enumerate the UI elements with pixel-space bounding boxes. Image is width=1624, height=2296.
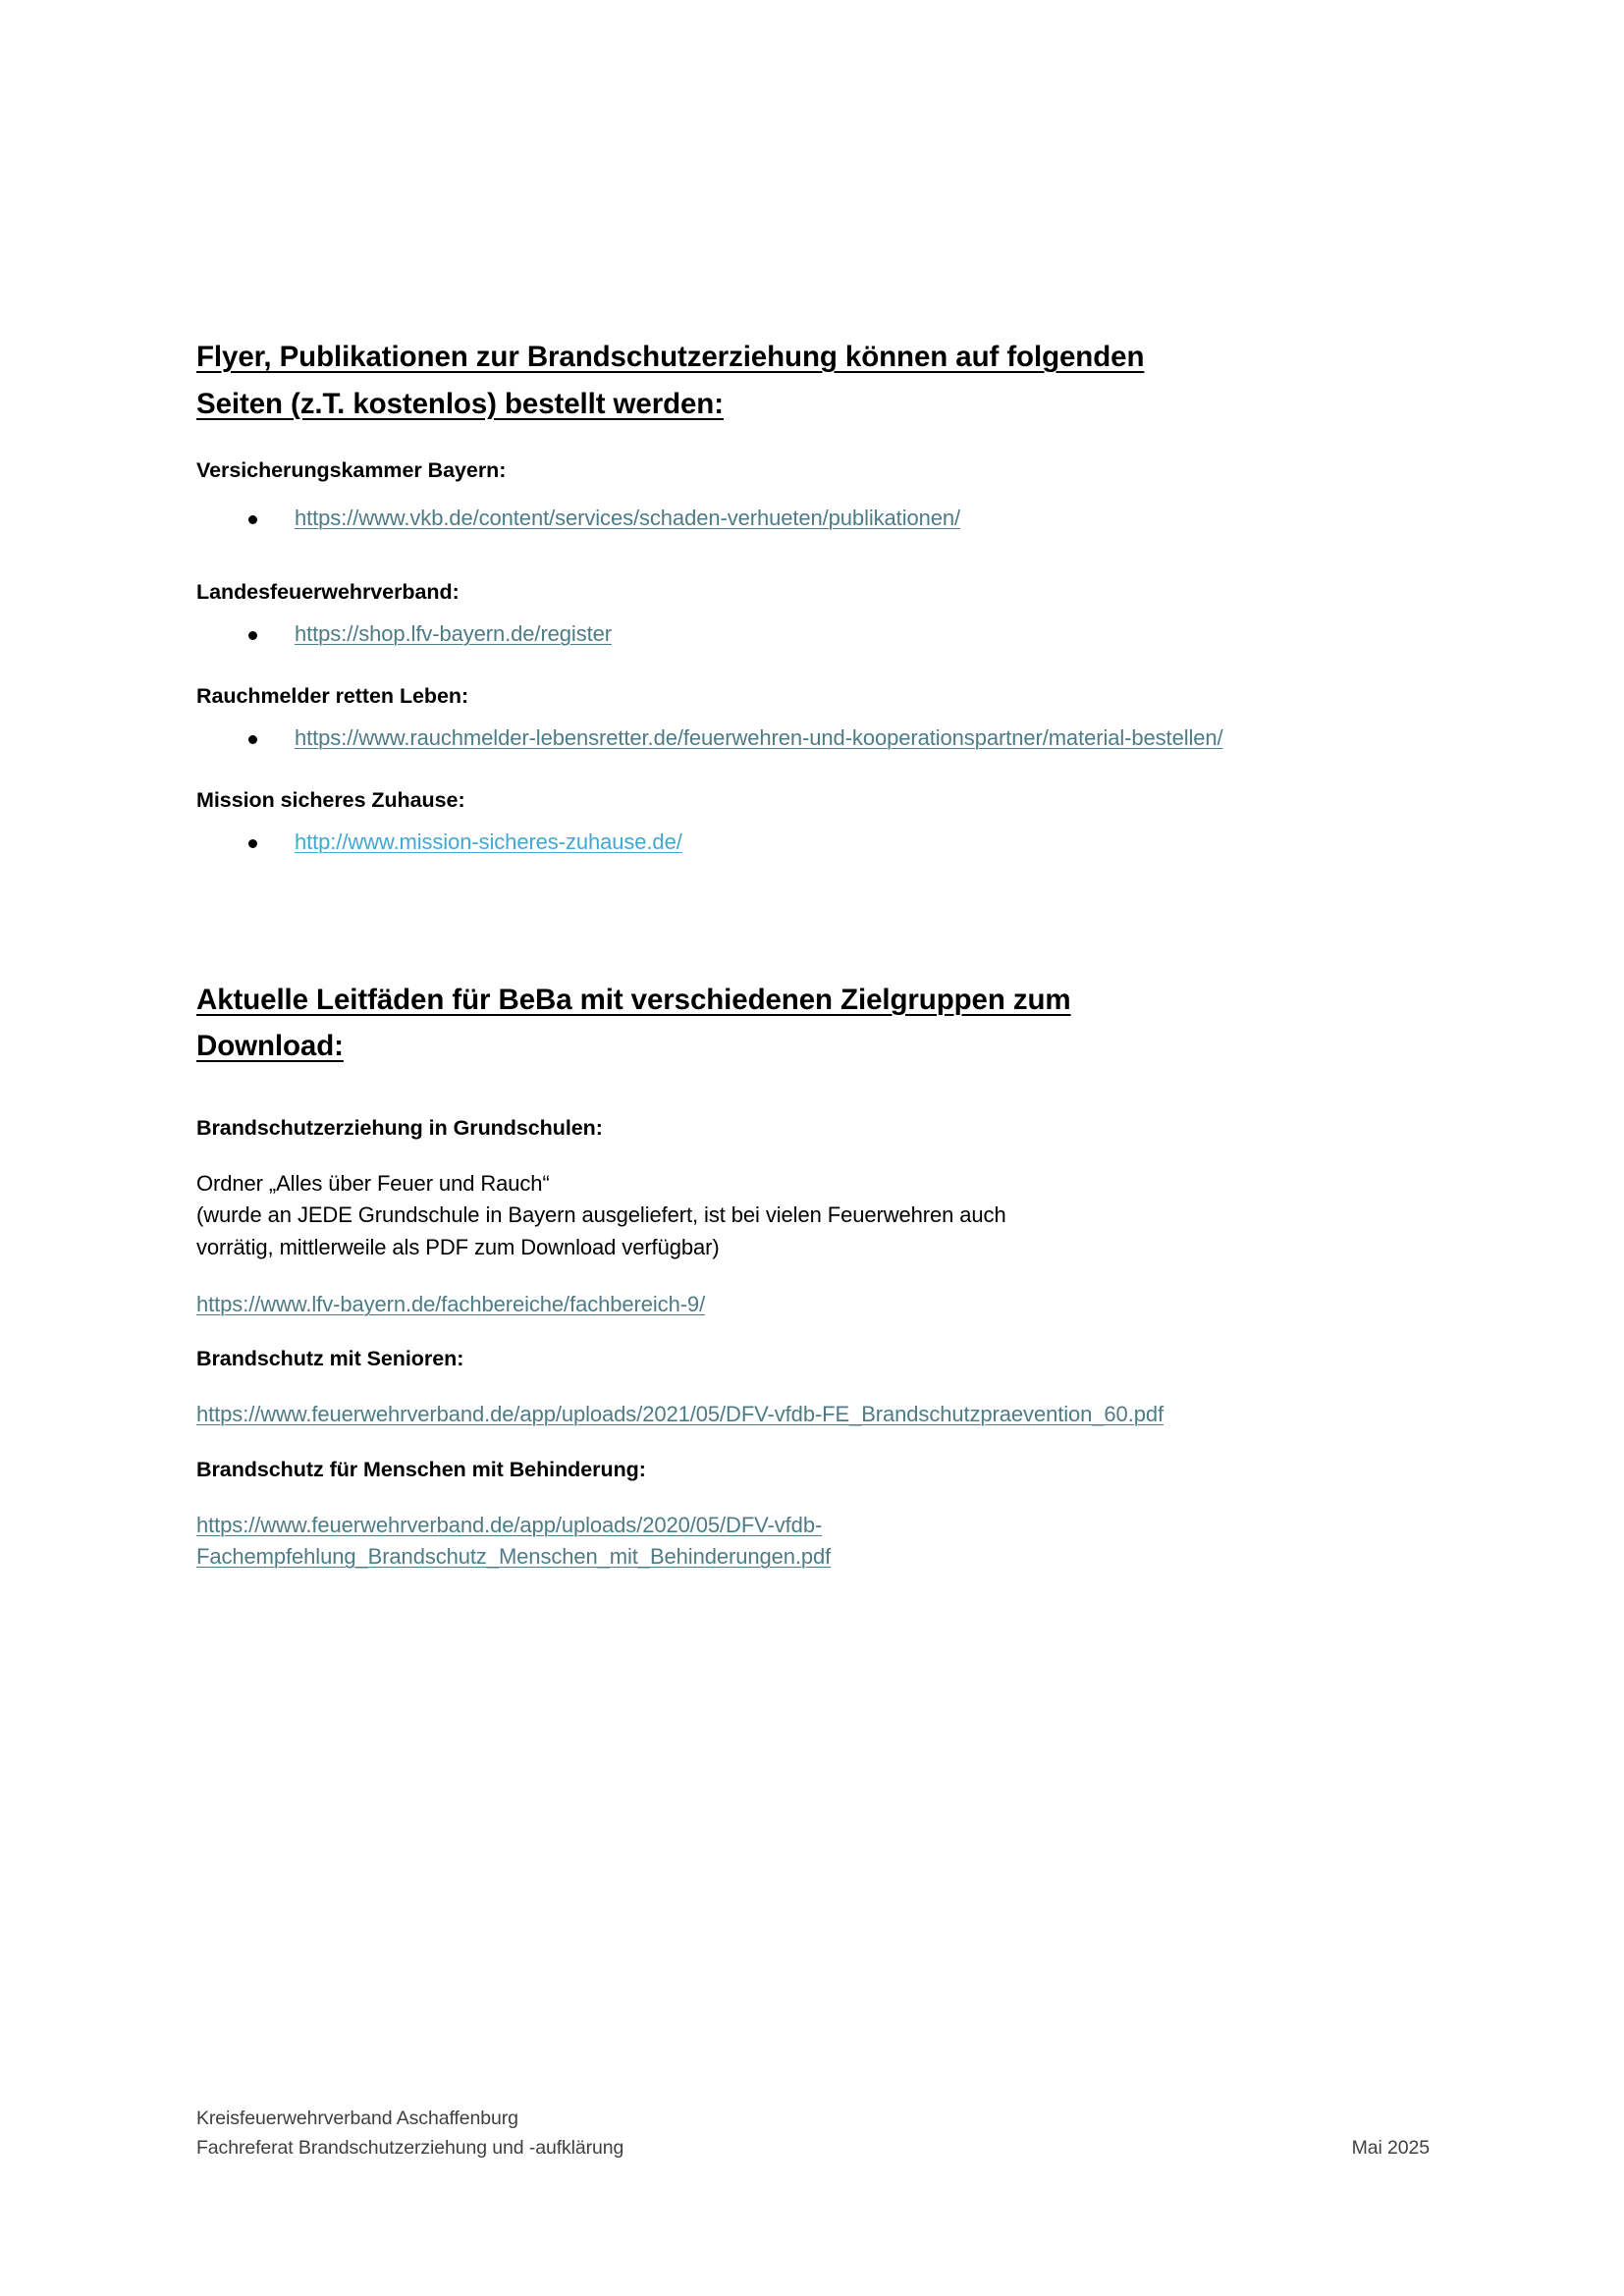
bullet-icon xyxy=(248,839,257,848)
subsection-label-behinderung: Brandschutz für Menschen mit Behinderung: xyxy=(196,1457,646,1481)
grundschulen-paragraph-line1: Ordner „Alles über Feuer und Rauch“ xyxy=(196,1171,550,1197)
section2-heading-line2: Download: xyxy=(196,1030,344,1063)
footer-department: Fachreferat Brandschutzerziehung und -aufklärung xyxy=(196,2137,624,2160)
link-lfv-shop-register[interactable]: https://shop.lfv-bayern.de/register xyxy=(295,620,612,646)
section1-heading-line1: Flyer, Publikationen zur Brandschutzerziehung können auf folgenden xyxy=(196,341,1145,373)
page-footer xyxy=(196,2104,1430,2163)
group-label-rauchmelder: Rauchmelder retten Leben: xyxy=(196,684,469,709)
link-rauchmelder-lebensretter[interactable]: https://www.rauchmelder-lebensretter.de/feuerwehren-und-kooperationspartner/material-bestellen/ xyxy=(295,725,1223,751)
list-item xyxy=(196,722,1430,754)
bullet-icon xyxy=(248,515,257,524)
link-dfv-brandschutzpraevention-60[interactable]: https://www.feuerwehrverband.de/app/uploads/2021/05/DFV-vfdb-FE_Brandschutzpraevention_60.pdf xyxy=(196,1402,1164,1427)
grundschulen-paragraph-line3: vorrätig, mittlerweile als PDF zum Download verfügbar) xyxy=(196,1234,720,1259)
footer-bottom-row xyxy=(196,2133,1430,2163)
section1-heading-line2: Seiten (z.T. kostenlos) bestellt werden: xyxy=(196,387,724,420)
group-label-mission-sicheres-zuhause: Mission sicheres Zuhause: xyxy=(196,788,465,813)
grundschulen-paragraph-line2: (wurde an JEDE Grundschule in Bayern ausgeliefert, ist bei vielen Feuerwehren auch xyxy=(196,1202,1006,1228)
section1-heading xyxy=(196,334,1430,428)
section2-heading-line1: Aktuelle Leitfäden für BeBa mit verschiedenen Zielgruppen zum xyxy=(196,983,1071,1016)
document-content xyxy=(196,334,1430,1573)
link-mission-sicheres-zuhause[interactable]: http://www.mission-sicheres-zuhause.de/ xyxy=(295,829,682,855)
subsection-label-grundschulen: Brandschutzerziehung in Grundschulen: xyxy=(196,1116,603,1141)
list-item xyxy=(196,503,1430,534)
group-label-landesfeuerwehrverband: Landesfeuerwehrverband: xyxy=(196,579,460,604)
link-list-versicherungskammer xyxy=(196,503,1430,534)
bullet-icon xyxy=(248,735,257,744)
link-list-mission-sicheres-zuhause xyxy=(196,827,1430,858)
list-item xyxy=(196,618,1430,650)
bullet-icon xyxy=(248,631,257,640)
subsection-label-senioren: Brandschutz mit Senioren: xyxy=(196,1347,464,1371)
link-list-landesfeuerwehrverband xyxy=(196,618,1430,650)
section2-heading xyxy=(196,977,1430,1071)
link-list-rauchmelder xyxy=(196,722,1430,754)
link-lfv-fachbereich-9[interactable]: https://www.lfv-bayern.de/fachbereiche/fachbereich-9/ xyxy=(196,1292,706,1317)
link-vkb-publikationen[interactable]: https://www.vkb.de/content/services/schaden-verhueten/publikationen/ xyxy=(295,505,961,530)
group-label-versicherungskammer: Versicherungskammer Bayern: xyxy=(196,457,507,482)
footer-date: Mai 2025 xyxy=(1351,2137,1430,2160)
link-dfv-fachempfehlung-behinderungen[interactable]: https://www.feuerwehrverband.de/app/uploads/2020/05/DFV-vfdb-Fachempfehlung_Brandschutz_Menschen_mit_Behinderungen.pdf xyxy=(196,1512,832,1569)
footer-organisation: Kreisfeuerwehrverband Aschaffenburg xyxy=(196,2108,518,2129)
list-item xyxy=(196,827,1430,858)
